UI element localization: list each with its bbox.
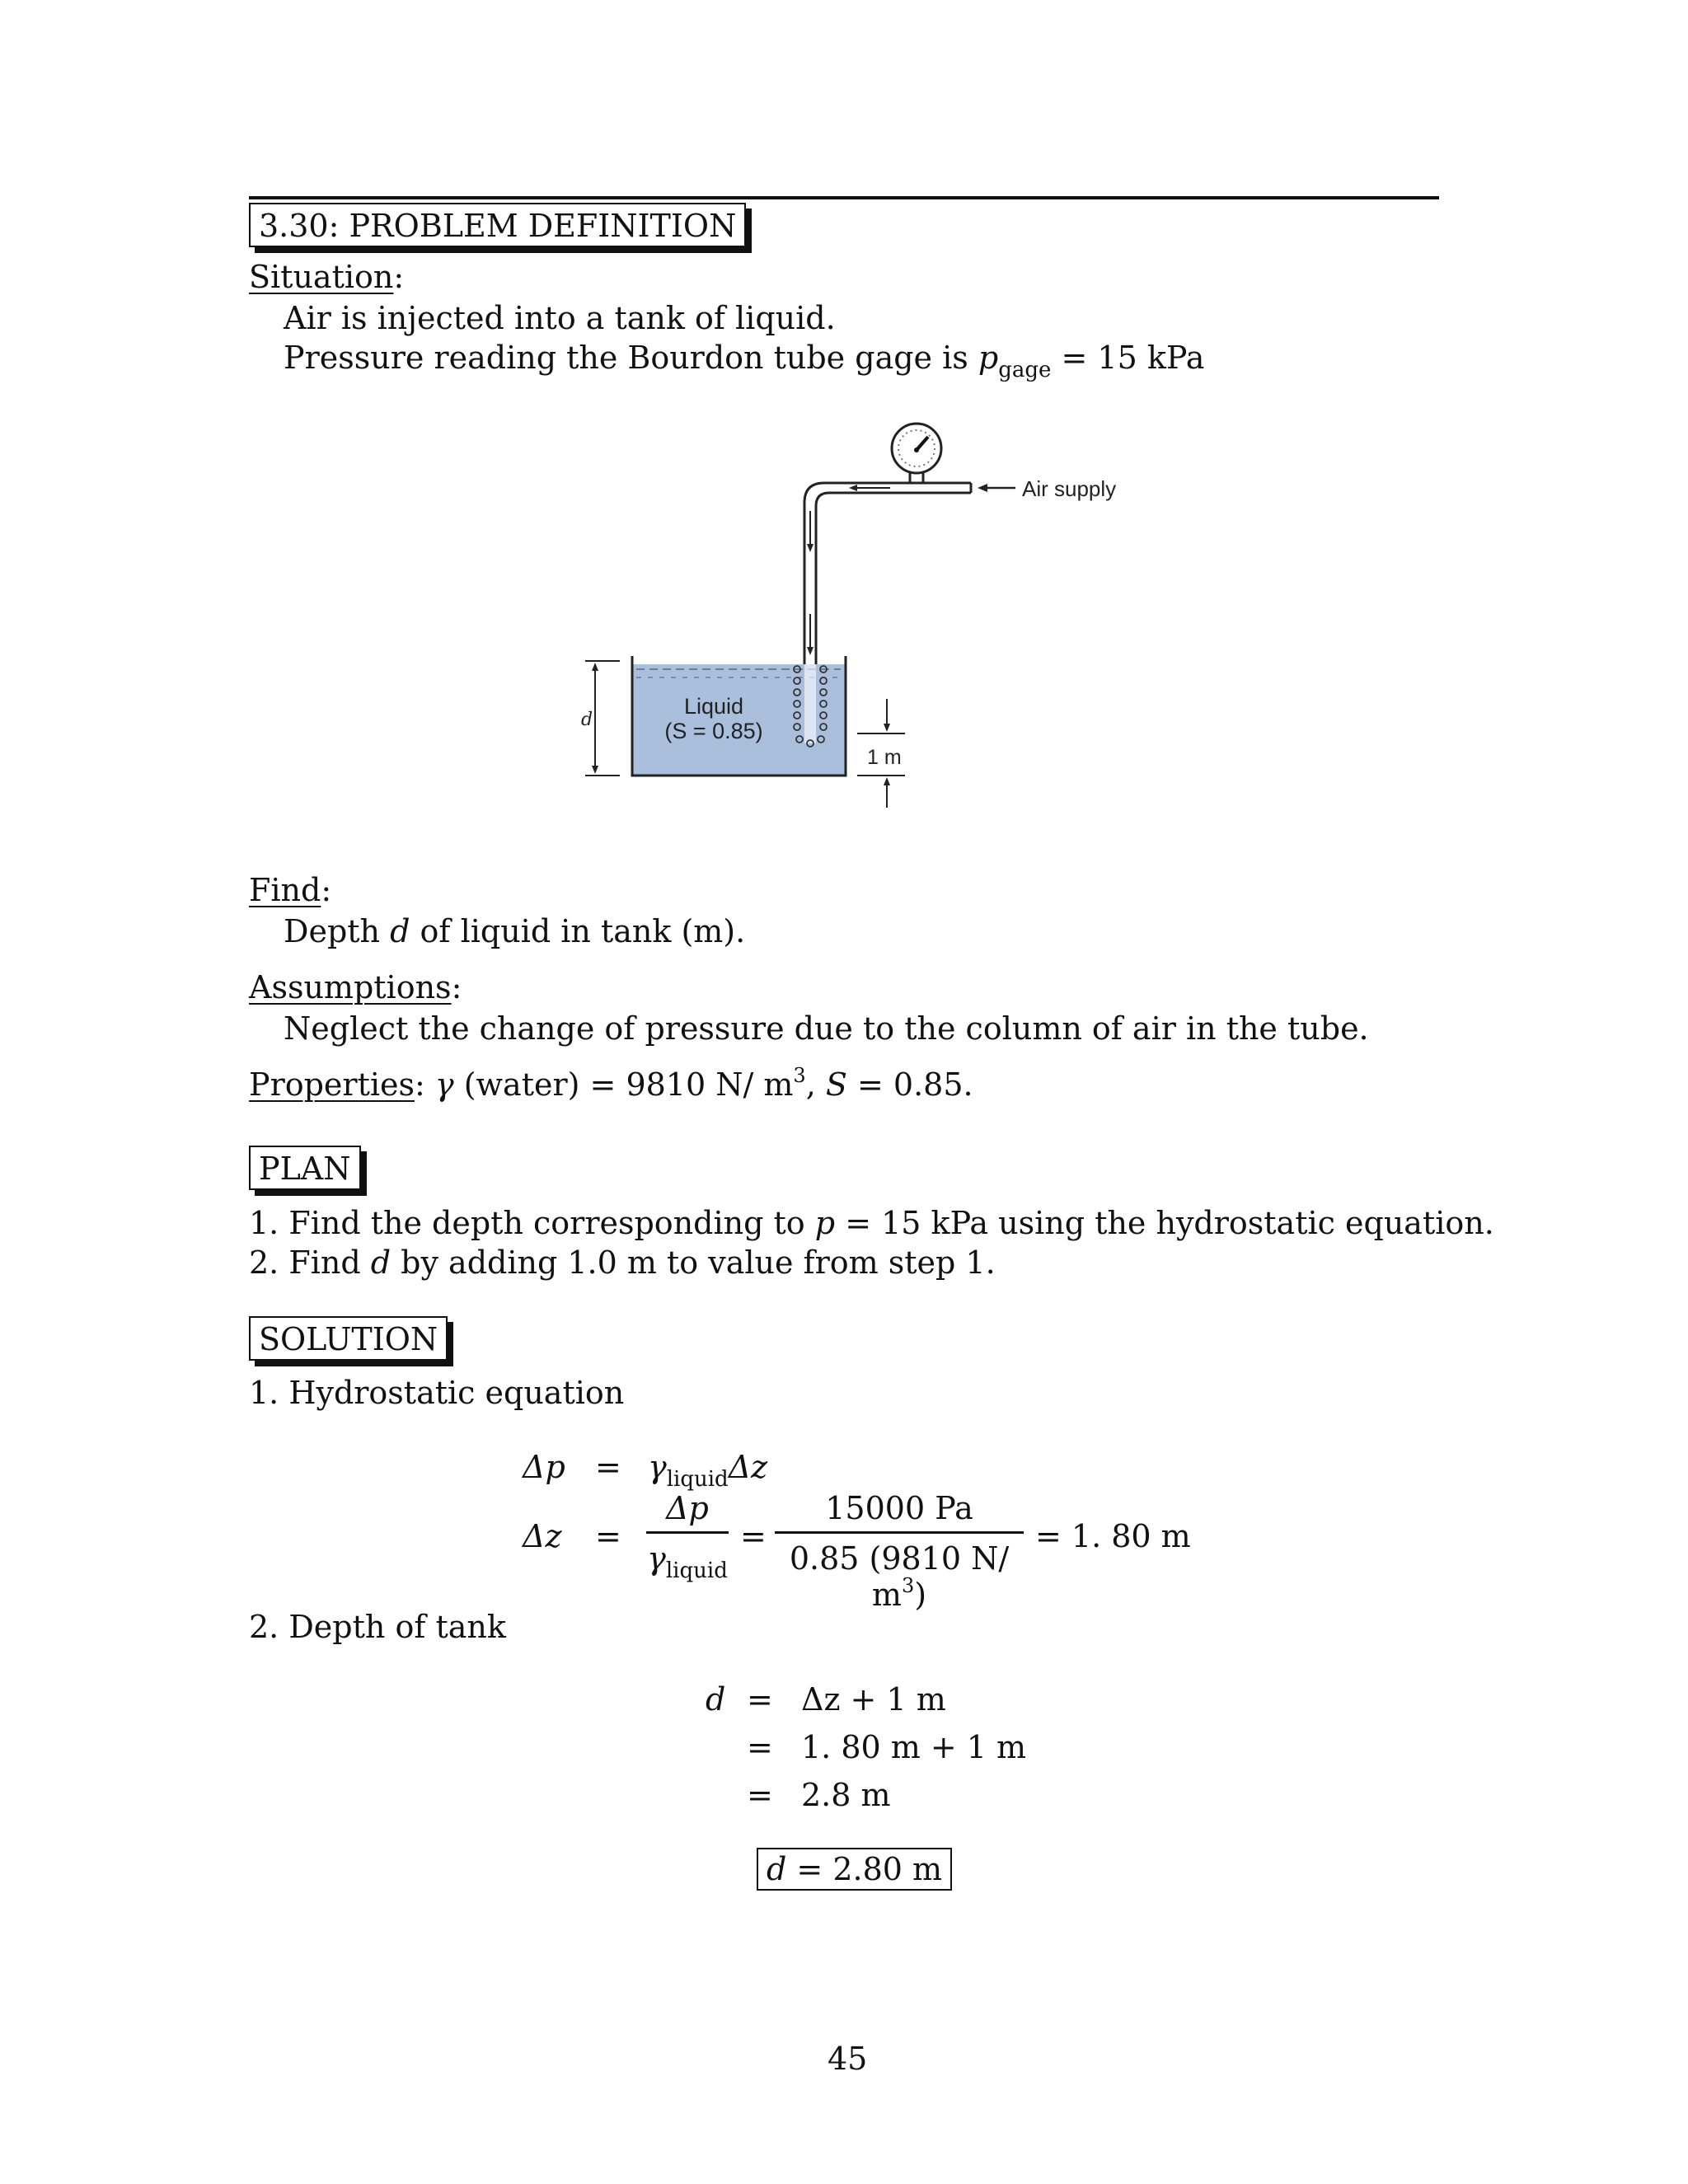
tank-diagram xyxy=(0,0,1688,832)
assumptions-heading: Assumptions: xyxy=(249,969,462,1005)
eq3-equals-2: = xyxy=(747,1729,773,1765)
plan-title-box xyxy=(249,1146,361,1190)
situation-line-1: Air is injected into a tank of liquid. xyxy=(284,300,836,336)
eq2-result: = 1. 80 m xyxy=(1035,1518,1191,1554)
eq1-equals: = xyxy=(595,1449,621,1485)
eq2-equals-1: = xyxy=(595,1518,621,1554)
bourdon-gage-icon xyxy=(892,424,941,483)
liquid-label: Liquid xyxy=(683,694,744,719)
depth-dimension xyxy=(581,661,620,776)
solution-step-2-heading: 2. Depth of tank xyxy=(249,1609,506,1645)
eq3-lhs: d xyxy=(706,1681,726,1718)
section-title: 3.30: PROBLEM DEFINITION xyxy=(259,208,737,244)
plan-title: PLAN xyxy=(259,1151,351,1187)
find-heading: Find: xyxy=(249,872,332,908)
one-meter-dimension xyxy=(857,699,905,808)
properties-label: Properties xyxy=(249,1066,415,1103)
page-number: 45 xyxy=(828,2041,868,2077)
properties-line: Properties: γ (water) = 9810 N/ $m^3$, S = 0.85. xyxy=(249,1064,973,1103)
eq3-line-1: Δz + 1 m xyxy=(801,1681,946,1718)
eq1-lhs: Δp xyxy=(523,1449,565,1485)
eq3-equals-3: = xyxy=(747,1777,773,1813)
plan-step-1: 1. Find the depth corresponding to p = 15 kPa using the hydrostatic equation. xyxy=(249,1205,1494,1241)
situation-heading: Situation: xyxy=(249,259,405,295)
situation-label: Situation xyxy=(249,259,394,295)
solution-step-1-heading: 1. Hydrostatic equation xyxy=(249,1375,625,1411)
eq3-line-2: 1. 80 m + 1 m xyxy=(801,1729,1027,1765)
one-m-label: 1 m xyxy=(867,746,902,769)
eq2-lhs: Δz xyxy=(523,1518,562,1554)
final-answer-var: d xyxy=(767,1851,787,1887)
assumptions-label: Assumptions xyxy=(249,969,452,1005)
find-text: Depth d of liquid in tank (m). xyxy=(284,913,746,949)
situation-line-2: Pressure reading the Bourdon tube gage is $p_{gage} = 15$ kPa xyxy=(284,340,1205,382)
plan-step-2: 2. Find d by adding 1.0 m to value from step 1. xyxy=(249,1244,996,1281)
d-label: d xyxy=(580,710,593,730)
solution-title: SOLUTION xyxy=(259,1321,438,1357)
find-label: Find xyxy=(249,872,321,908)
eq1-rhs: $\gamma_{liquid}\Delta z$ xyxy=(648,1449,768,1492)
eq2-fraction-1: Δp $\gamma_{liquid}$ xyxy=(647,1490,728,1583)
eq3-equals-1: = xyxy=(747,1681,773,1718)
liquid-tank xyxy=(632,656,846,776)
eq2-fraction-2: 15000 Pa 0.85 (9810 N/ $m^3$) xyxy=(775,1490,1024,1613)
assumptions-text: Neglect the change of pressure due to the column of air in the tube. xyxy=(284,1010,1369,1047)
air-supply-arrow xyxy=(978,476,1116,501)
solution-title-box xyxy=(249,1316,448,1361)
liquid-s-label: (S = 0.85) xyxy=(664,719,763,743)
eq3-line-3: 2.8 m xyxy=(801,1777,891,1813)
eq2-equals-2: = xyxy=(740,1518,767,1554)
final-answer-value: = 2.80 m xyxy=(796,1851,943,1887)
air-supply-label: Air supply xyxy=(1022,476,1117,501)
final-answer-box xyxy=(757,1848,952,1891)
